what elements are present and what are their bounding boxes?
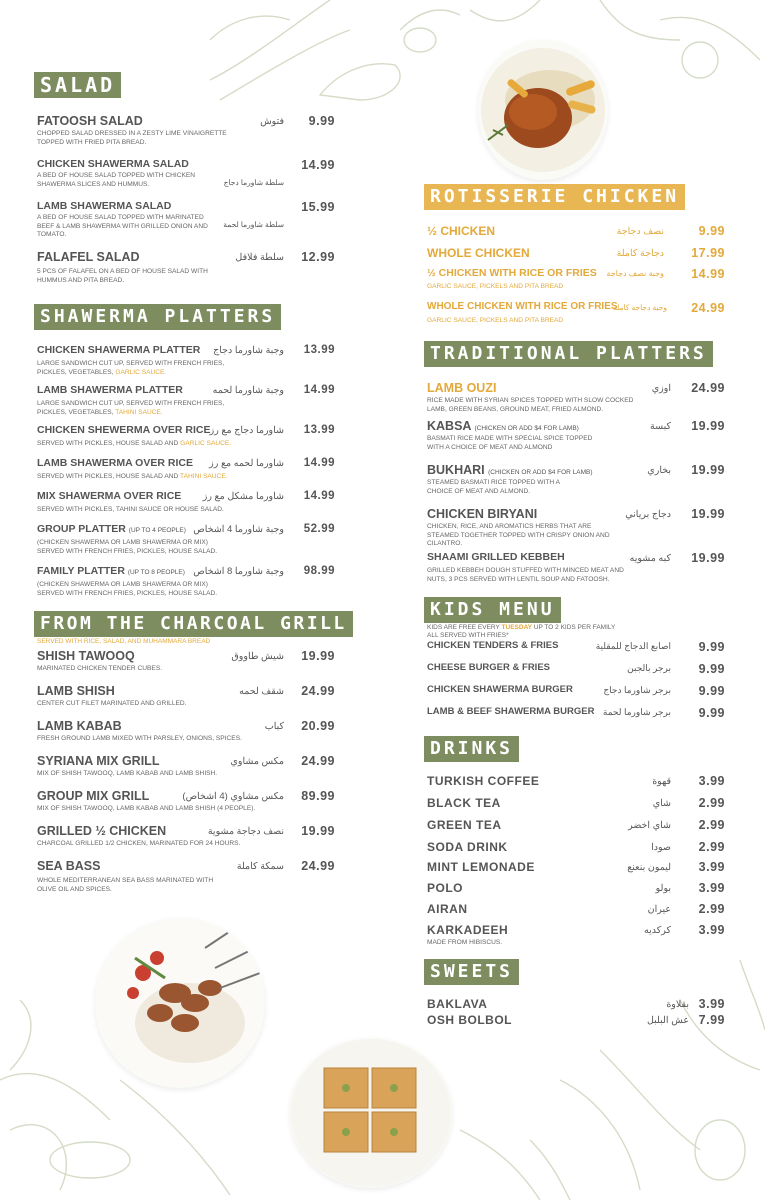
item-price: 19.99: [691, 507, 725, 521]
item-price: 24.99: [301, 859, 335, 873]
item-arabic-name: وجبة شاورما 8 اشخاص: [193, 566, 284, 577]
item-description: MIX OF SHISH TAWOOQ, LAMB KABAB AND LAMB SHISH.: [37, 770, 218, 777]
menu-item: [424, 997, 729, 1013]
item-description: (CHICKEN SHAWERMA OR LAMB SHAWERMA OR MIX) SERVED WITH FRENCH FRIES, PICKLES, HOUSE SALAD.: [37, 539, 218, 555]
item-name: LAMB SHAWERMA PLATTER: [37, 384, 183, 396]
item-arabic-name: شاورما لحمه مع رز: [209, 458, 284, 469]
item-price: 24.99: [301, 684, 335, 698]
item-arabic-name: وجبة نصف دجاجة: [606, 269, 664, 278]
item-description: LARGE SANDWICH CUT UP, SERVED WITH FRENCH FRIES, PICKLES, VEGETABLES,: [37, 400, 225, 416]
item-name: POLO: [427, 881, 464, 895]
menu-item: [34, 565, 339, 605]
item-arabic-name: سلطة شاورما دجاج: [223, 178, 284, 187]
item-price: 7.99: [698, 1013, 725, 1027]
item-arabic-name: سلطة فلافل: [235, 252, 284, 263]
menu-item: [424, 662, 729, 684]
menu-item: [424, 246, 729, 267]
item-description: MARINATED CHICKEN TENDER CUBES.: [37, 665, 163, 672]
item-description: SERVED WITH PICKLES, TAHINI SAUCE OR HOUSE SALAD.: [37, 506, 224, 513]
item-arabic-name: كباب: [264, 721, 284, 732]
item-arabic-name: اصابع الدجاج للمقلية: [595, 641, 671, 651]
menu-item: [424, 684, 729, 706]
menu-item: [34, 523, 339, 565]
item-arabic-name: شاي: [652, 798, 671, 809]
item-description: GARLIC SAUCE, PICKELS AND PITA BREAD: [427, 283, 564, 290]
item-name: MIX SHAWERMA OVER RICE: [37, 490, 182, 502]
menu-item: [34, 490, 339, 523]
rotisserie-banner: ROTISSERIE CHICKEN: [424, 184, 685, 210]
item-arabic-name: عيران: [647, 904, 671, 915]
item-name: ½ CHICKEN WITH RICE OR FRIES: [427, 267, 597, 279]
item-name: LAMB KABAB: [37, 719, 122, 733]
item-name: SODA DRINK: [427, 840, 508, 854]
item-arabic-name: بخاري: [647, 465, 671, 476]
item-price: 2.99: [698, 796, 725, 810]
item-arabic-name: شقف لحمه: [239, 686, 284, 697]
item-price: 14.99: [303, 384, 335, 396]
menu-item: [34, 684, 339, 719]
item-price: 89.99: [301, 789, 335, 803]
item-name: LAMB & BEEF SHAWERMA BURGER: [427, 706, 595, 717]
kids-note-day: TUESDAY: [501, 624, 533, 631]
item-name: WHOLE CHICKEN: [427, 246, 530, 260]
item-price: 2.99: [698, 818, 725, 832]
item-name: FAMILY PLATTER: [37, 565, 125, 577]
item-name: LAMB SHAWERMA OVER RICE: [37, 457, 193, 469]
item-arabic-name: فتوش: [260, 116, 284, 127]
menu-item: [34, 649, 339, 684]
menu-item: [34, 824, 339, 859]
item-price: 9.99: [698, 684, 725, 698]
item-qualifier: (CHICKEN OR ADD $4 FOR LAMB): [488, 469, 593, 476]
item-arabic-name: وجبة شاورما لحمه: [212, 385, 284, 396]
item-name: GROUP PLATTER: [37, 523, 126, 535]
baklava-photo: [290, 1038, 452, 1188]
menu-item: [424, 818, 729, 840]
item-description: CHOPPED SALAD DRESSED IN A ZESTY LIME VINAIGRETTE TOPPED WITH FRIED PITA BREAD.: [37, 130, 227, 146]
item-description: GARLIC SAUCE, PICKELS AND PITA BREAD: [427, 317, 564, 324]
menu-item: [34, 789, 339, 824]
item-arabic-name: برجر شاورما دجاج: [603, 685, 671, 695]
item-price: 98.99: [303, 565, 335, 577]
item-qualifier: (UP TO 4 PEOPLE): [128, 527, 186, 534]
item-name: CHEESE BURGER & FRIES: [427, 662, 550, 673]
kids-note: KIDS ARE FREE EVERY: [427, 624, 500, 631]
item-price: 17.99: [691, 246, 725, 260]
sweets-section: [424, 959, 729, 1029]
item-description: SERVED WITH PICKLES, HOUSE SALAD AND: [37, 440, 179, 447]
kids-note-fries: ALL SERVED WITH FRIES*: [427, 632, 509, 639]
grill-platter-photo: [95, 918, 265, 1088]
menu-item: [424, 1013, 729, 1029]
item-name: KARKADEEH: [427, 923, 509, 937]
menu-item: [34, 344, 339, 384]
item-arabic-name: وجبة شاورما 4 اشخاص: [193, 524, 284, 535]
item-price: 14.99: [303, 457, 335, 469]
item-arabic-name: عش البلبل: [646, 1015, 689, 1026]
menu-item: [424, 796, 729, 818]
item-description: CHICKEN, RICE, AND AROMATICS HERBS THAT ARE STEAMED TOGETHER TOPPED WITH CRISPY ONION AND CILANTRO.: [427, 523, 610, 547]
item-description: CENTER CUT FILET MARINATED AND GRILLED.: [37, 700, 187, 707]
item-price: 12.99: [301, 250, 335, 264]
item-name: BUKHARI: [427, 463, 485, 477]
item-description: MIX OF SHISH TAWOOQ, LAMB KABAB AND LAMB SHISH (4 PEOPLE).: [37, 805, 256, 812]
item-price: 9.99: [698, 662, 725, 676]
item-arabic-name: كبسة: [650, 421, 671, 432]
item-arabic-name: كبه مشويه: [629, 553, 671, 564]
item-name: GRILLED ½ CHICKEN: [37, 824, 167, 838]
item-name: SEA BASS: [37, 859, 101, 873]
menu-item: [424, 923, 729, 955]
item-price: 15.99: [301, 200, 335, 214]
kids-note-limit: UP TO 2 KIDS PER FAMILY: [533, 624, 616, 631]
drinks-banner: DRINKS: [424, 736, 519, 762]
item-name: OSH BOLBOL: [427, 1013, 512, 1027]
drinks-section: [424, 736, 729, 955]
item-name: KABSA: [427, 419, 471, 433]
item-name: CHICKEN TENDERS & FRIES: [427, 640, 559, 651]
traditional-banner: TRADITIONAL PLATTERS: [424, 341, 713, 367]
item-description: GRILLED KEBBEH DOUGH STUFFED WITH MINCED MEAT AND NUTS, 3 PCS SERVED WITH LENTIL SOUP AND FATOOSH.: [427, 567, 624, 583]
item-price: 3.99: [698, 860, 725, 874]
item-price: 13.99: [303, 344, 335, 356]
item-arabic-name: وجبة دجاجة كاملة: [612, 303, 667, 312]
item-price: 3.99: [698, 923, 725, 937]
item-price: 2.99: [698, 840, 725, 854]
rotisserie-chicken-photo: [478, 40, 608, 180]
item-name: CHICKEN BIRYANI: [427, 507, 538, 521]
item-description: LARGE SANDWICH CUT UP, SERVED WITH FRENCH FRIES, PICKLES, VEGETABLES,: [37, 360, 225, 376]
item-arabic-name: دجاج برياني: [625, 509, 671, 520]
item-description: A BED OF HOUSE SALAD TOPPED WITH MARINATED BEEF & LAMB SHAWERMA WITH GRILLED ONION AND TOMATO.: [37, 214, 208, 238]
shawerma-banner: SHAWERMA PLATTERS: [34, 304, 281, 330]
item-name: CHICKEN SHEWERMA OVER RICE: [37, 424, 211, 436]
menu-item: [34, 250, 339, 294]
item-arabic-name: برجر بالجبن: [627, 663, 671, 673]
item-price: 9.99: [698, 640, 725, 654]
menu-item: [424, 774, 729, 796]
item-arabic-name: وجبة شاورما دجاج: [213, 345, 284, 356]
right-column: [424, 184, 729, 1029]
item-arabic-name: شاورما مشكل مع رز: [202, 491, 284, 502]
item-arabic-name: صودا: [651, 842, 671, 853]
item-price: 2.99: [698, 902, 725, 916]
item-arabic-name: كركديه: [643, 925, 671, 936]
item-description: RICE MADE WITH SYRIAN SPICES TOPPED WITH SLOW COCKED LAMB, GREEN BEANS, GROUND MEAT, FRIED ALMOND.: [427, 397, 634, 413]
item-arabic-name: قهوة: [652, 776, 671, 787]
menu-item: [34, 859, 339, 894]
menu-item: [424, 902, 729, 923]
item-name: GREEN TEA: [427, 818, 502, 832]
item-name: TURKISH COFFEE: [427, 774, 540, 788]
item-price: 19.99: [691, 551, 725, 565]
shawerma-section: [34, 304, 339, 605]
menu-item: [424, 551, 729, 597]
item-name: FALAFEL SALAD: [37, 250, 140, 264]
item-qualifier: (CHICKEN OR ADD $4 FOR LAMB): [474, 425, 579, 432]
salad-section: [34, 72, 339, 294]
item-qualifier: (UP TO 8 PEOPLE): [127, 569, 185, 576]
menu-item: [34, 424, 339, 457]
item-arabic-name: شاورما دجاج مع رز: [209, 425, 284, 436]
item-price: 19.99: [691, 463, 725, 477]
menu-item: [424, 224, 729, 246]
item-name: CHICKEN SHAWERMA PLATTER: [37, 344, 201, 356]
item-price: 52.99: [303, 523, 335, 535]
item-sauce-highlight: GARLIC SAUCE.: [180, 440, 232, 447]
item-price: 13.99: [303, 424, 335, 436]
item-price: 3.99: [698, 774, 725, 788]
item-description: MADE FROM HIBISCUS.: [427, 939, 503, 946]
menu-item: [424, 463, 729, 507]
item-name: LAMB OUZI: [427, 381, 497, 395]
item-arabic-name: نصف دجاجة: [616, 226, 664, 237]
item-name: AIRAN: [427, 902, 468, 916]
item-sauce-highlight: GARLIC SAUCE.: [115, 368, 167, 376]
item-price: 24.99: [691, 381, 725, 395]
item-description: BASMATI RICE MADE WITH SPECIAL SPICE TOPPED WITH A CHOICE OF MEAT AND ALMOND: [427, 435, 593, 451]
grill-banner: FROM THE CHARCOAL GRILL: [34, 611, 353, 637]
sweets-banner: SWEETS: [424, 959, 519, 985]
item-name: SYRIANA MIX GRILL: [37, 754, 160, 768]
item-price: 14.99: [303, 490, 335, 502]
grill-note: SERVED WITH RICE, SALAD, AND MUHAMMARA BREAD: [37, 638, 211, 645]
item-arabic-name: سلطة شاورما لحمة: [223, 220, 284, 229]
item-arabic-name: مكس مشاوي (4 اشخاص): [182, 791, 284, 802]
item-price: 3.99: [698, 997, 725, 1011]
item-name: WHOLE CHICKEN WITH RICE OR FRIES: [427, 301, 618, 312]
kids-section: [424, 597, 729, 728]
kids-banner: KIDS MENU: [424, 597, 561, 623]
item-description: 5 PCS OF FALAFEL ON A BED OF HOUSE SALAD WITH HUMMUS AND PITA BREAD.: [37, 268, 208, 284]
item-description: CHARCOAL GRILLED 1/2 CHICKEN, MARINATED FOR 24 HOURS.: [37, 840, 241, 847]
item-price: 3.99: [698, 881, 725, 895]
item-description: FRESH GROUND LAMB MIXED WITH PARSLEY, ONIONS, SPICES.: [37, 735, 242, 742]
grill-section: [34, 611, 347, 894]
item-description: WHOLE MEDITERRANEAN SEA BASS MARINATED WITH OLIVE OIL AND SPICES.: [37, 877, 214, 893]
item-name: FATOOSH SALAD: [37, 114, 143, 128]
menu-item: [34, 158, 339, 200]
item-description: A BED OF HOUSE SALAD TOPPED WITH CHICKEN SHAWERMA SLICES AND HUMMUS.: [37, 172, 196, 188]
menu-item: [34, 754, 339, 789]
item-arabic-name: دجاجة كاملة: [616, 248, 664, 259]
item-arabic-name: اوزي: [651, 383, 671, 394]
menu-item: [34, 200, 339, 250]
menu-item: [424, 507, 729, 551]
item-arabic-name: سمكة كاملة: [236, 861, 284, 872]
item-arabic-name: مكس مشاوي: [230, 756, 284, 767]
menu-item: [34, 719, 339, 754]
item-name: CHICKEN SHAWERMA BURGER: [427, 684, 573, 695]
item-price: 19.99: [301, 824, 335, 838]
item-description: SERVED WITH PICKLES, HOUSE SALAD AND: [37, 473, 179, 480]
item-arabic-name: بولو: [655, 883, 671, 894]
menu-item: [424, 419, 729, 463]
item-price: 14.99: [301, 158, 335, 172]
menu-item: [34, 384, 339, 424]
item-name: CHICKEN SHAWERMA SALAD: [37, 158, 189, 170]
rotisserie-section: [424, 184, 729, 341]
item-arabic-name: نصف دجاجة مشوية: [207, 826, 284, 837]
item-price: 14.99: [691, 267, 725, 281]
item-arabic-name: شيش طاووق: [231, 651, 284, 662]
item-name: GROUP MIX GRILL: [37, 789, 150, 803]
item-name: BLACK TEA: [427, 796, 501, 810]
item-sauce-highlight: TAHINI SAUCE.: [180, 473, 228, 480]
item-arabic-name: برجر شاورما لحمة: [602, 707, 671, 717]
menu-item: [424, 301, 729, 341]
menu-item: [34, 114, 339, 158]
item-arabic-name: بقلاوة: [666, 999, 689, 1010]
menu-item: [424, 706, 729, 728]
item-name: SHISH TAWOOQ: [37, 649, 135, 663]
menu-item: [424, 860, 729, 881]
item-description: STEAMED BASMATI RICE TOPPED WITH A CHOICE OF MEAT AND ALMOND.: [427, 479, 560, 495]
menu-item: [34, 457, 339, 490]
item-price: 9.99: [698, 706, 725, 720]
menu-item: [424, 640, 729, 662]
item-price: 20.99: [301, 719, 335, 733]
item-arabic-name: شاي اخضر: [628, 820, 671, 831]
item-name: LAMB SHAWERMA SALAD: [37, 200, 172, 212]
item-sauce-highlight: TAHINI SAUCE.: [115, 408, 163, 416]
traditional-section: [424, 341, 729, 597]
item-name: SHAAMI GRILLED KEBBEH: [427, 551, 565, 563]
salad-banner: SALAD: [34, 72, 121, 98]
item-price: 24.99: [301, 754, 335, 768]
left-column: [34, 72, 347, 894]
item-name: MINT LEMONADE: [427, 860, 535, 874]
item-name: ½ CHICKEN: [427, 224, 496, 238]
item-description: (CHICKEN SHAWERMA OR LAMB SHAWERMA OR MIX) SERVED WITH FRENCH FRIES, PICKLES, HOUSE SALAD.: [37, 581, 218, 597]
menu-item: [424, 881, 729, 902]
item-price: 24.99: [691, 301, 725, 315]
item-price: 9.99: [308, 114, 335, 128]
item-name: LAMB SHISH: [37, 684, 115, 698]
item-price: 19.99: [301, 649, 335, 663]
menu-item: [424, 267, 729, 301]
item-price: 19.99: [691, 419, 725, 433]
item-price: 9.99: [698, 224, 725, 238]
menu-item: [424, 840, 729, 860]
menu-item: [424, 381, 729, 419]
item-arabic-name: ليمون بنعنع: [627, 862, 671, 873]
item-name: BAKLAVA: [427, 997, 488, 1011]
